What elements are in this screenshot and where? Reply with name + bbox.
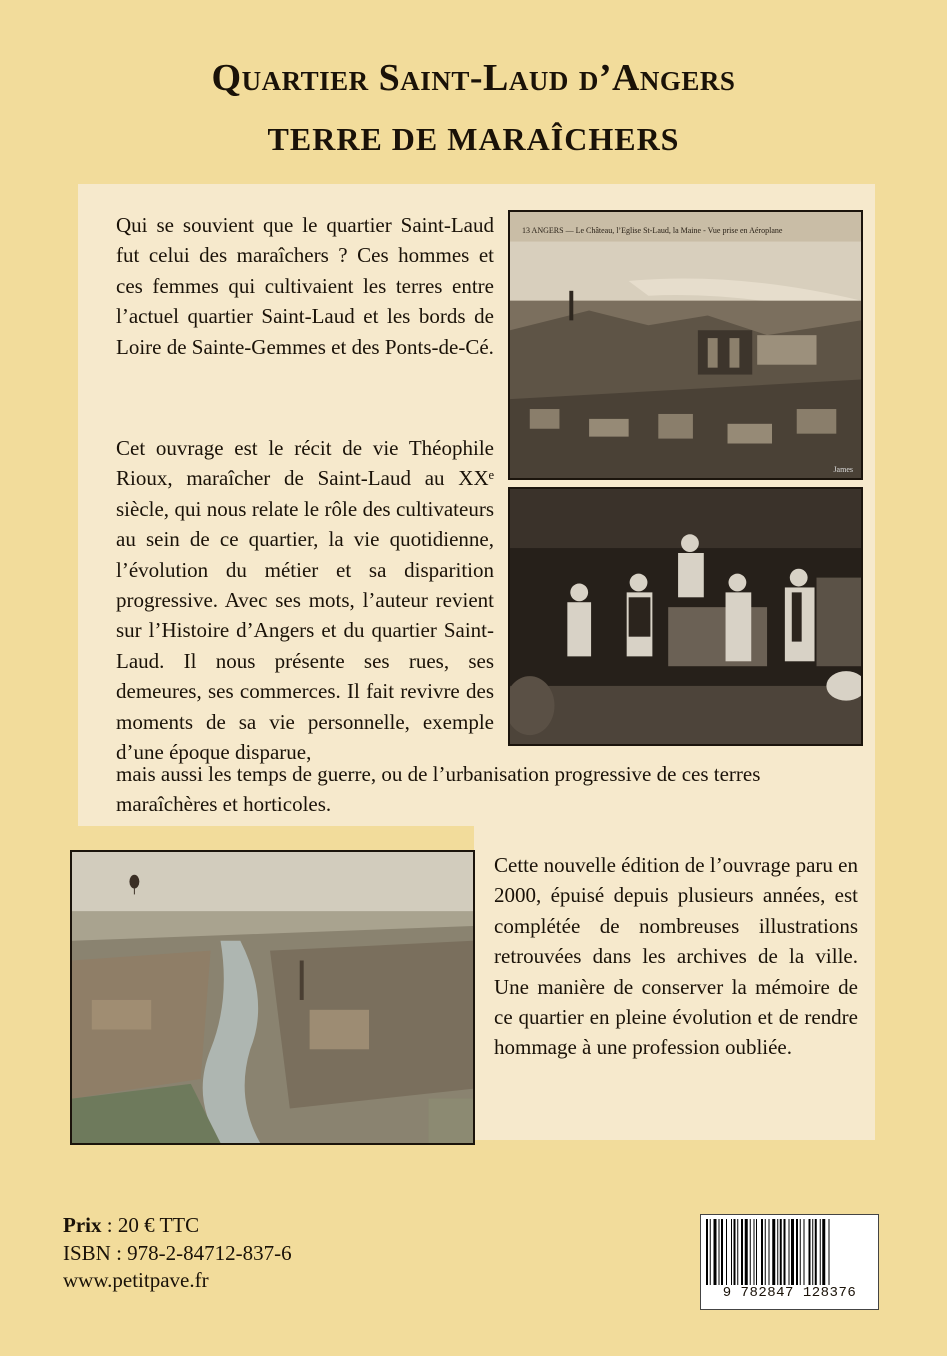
barcode-bar [737,1219,738,1285]
paragraph-edition: Cette nouvelle édition de l’ouvrage paru en 2000, épuisé depuis plusieurs années, est complétée de nombreuses illustrations retrouvées dans les archives de la ville. Une manière de conserver la mémoire de ce quartier en pleine évolution et de rendre hommage à une profession oubliée. [494,853,858,1060]
barcode-number: 9 782847 128376 [722,1285,857,1301]
barcode-bar [710,1219,711,1285]
barcode-bar [789,1219,790,1285]
barcode-bar [820,1219,821,1285]
postcard-caption: 13 ANGERS — Le Château, l’Eglise St-Laud, la Maine - Vue prise en Aéroplane [522,226,783,235]
barcode-bar [777,1219,778,1285]
paragraph-story: Cet ouvrage est le récit de vie Théophile Rioux, maraîcher de Saint-Laud au XXᵉ siècle, qui nous relate le rôle des cultivateurs au sein de ce quartier, la vie quotidienne, l’évolution du métier et sa disparition progressive. Avec ses mots, l’auteur revient sur l’Histoire d’Angers et du quartier Saint-Laud. Il nous présente ses rues, ses demeures, ses commerces. Il fait revivre des moments de sa vie personnelle, exemple d’une époque disparue, [116,436,494,765]
barcode-bar [769,1219,770,1285]
barcode-bar [812,1219,813,1285]
book-title: Quartier Saint-Laud d’Angers [211,57,736,99]
paragraph-story-end: mais aussi les temps de guerre, ou de l’urbanisation progressive de ces terres maraîchères et horticoles. [116,762,761,817]
barcode-bar [741,1219,743,1285]
barcode-bar [721,1219,723,1285]
barcode-bar [745,1219,748,1285]
aerial-postcard-photo [508,210,863,480]
barcode-bar [714,1219,717,1285]
barcode-bar [815,1219,817,1285]
barcode-bar [822,1219,825,1285]
barcode-bar [829,1219,830,1285]
paragraph-intro: Qui se souvient que le quartier Saint-Laud fut celui des maraîchers ? Ces hommes et ces femmes qui cultivaient les terres entre l’actuel quartier Saint-Laud et les bords de Loire de Sainte-Gemmes et des Ponts-de-Cé. [116,213,494,359]
barcode-bars [705,1219,873,1285]
barcode-bar [719,1219,720,1285]
barcode-bar [756,1219,757,1285]
barcode-bar [761,1219,763,1285]
barcode-bar [754,1219,755,1285]
barcode-bar [804,1219,805,1285]
barcode-bar [734,1219,736,1285]
isbn-line: ISBN : 978-2-84712-837-6 [63,1241,292,1265]
barcode-bar [731,1219,732,1285]
barcode-bar [772,1219,775,1285]
website-line: www.petitpave.fr [63,1268,209,1292]
workers-group-photo [508,487,863,746]
barcode-bar [796,1219,798,1285]
book-subtitle: TERRE DE MARAÎCHERS [267,121,680,157]
barcode-bar [780,1219,782,1285]
barcode-bar [706,1219,708,1285]
barcode-bar [784,1219,786,1285]
barcode-bar [750,1219,751,1285]
price-line [63,1212,199,1238]
barcode-bar [791,1219,794,1285]
price-value: : 20 € TTC [101,1213,200,1237]
postcard-credit: James [833,465,853,474]
barcode-bar [726,1219,727,1285]
barcode-bar [765,1219,766,1285]
aerial-painting-photo [70,850,475,1145]
isbn-barcode [700,1214,879,1310]
price-label: Prix [63,1213,102,1237]
barcode-bar [800,1219,801,1285]
barcode-bar [809,1219,811,1285]
